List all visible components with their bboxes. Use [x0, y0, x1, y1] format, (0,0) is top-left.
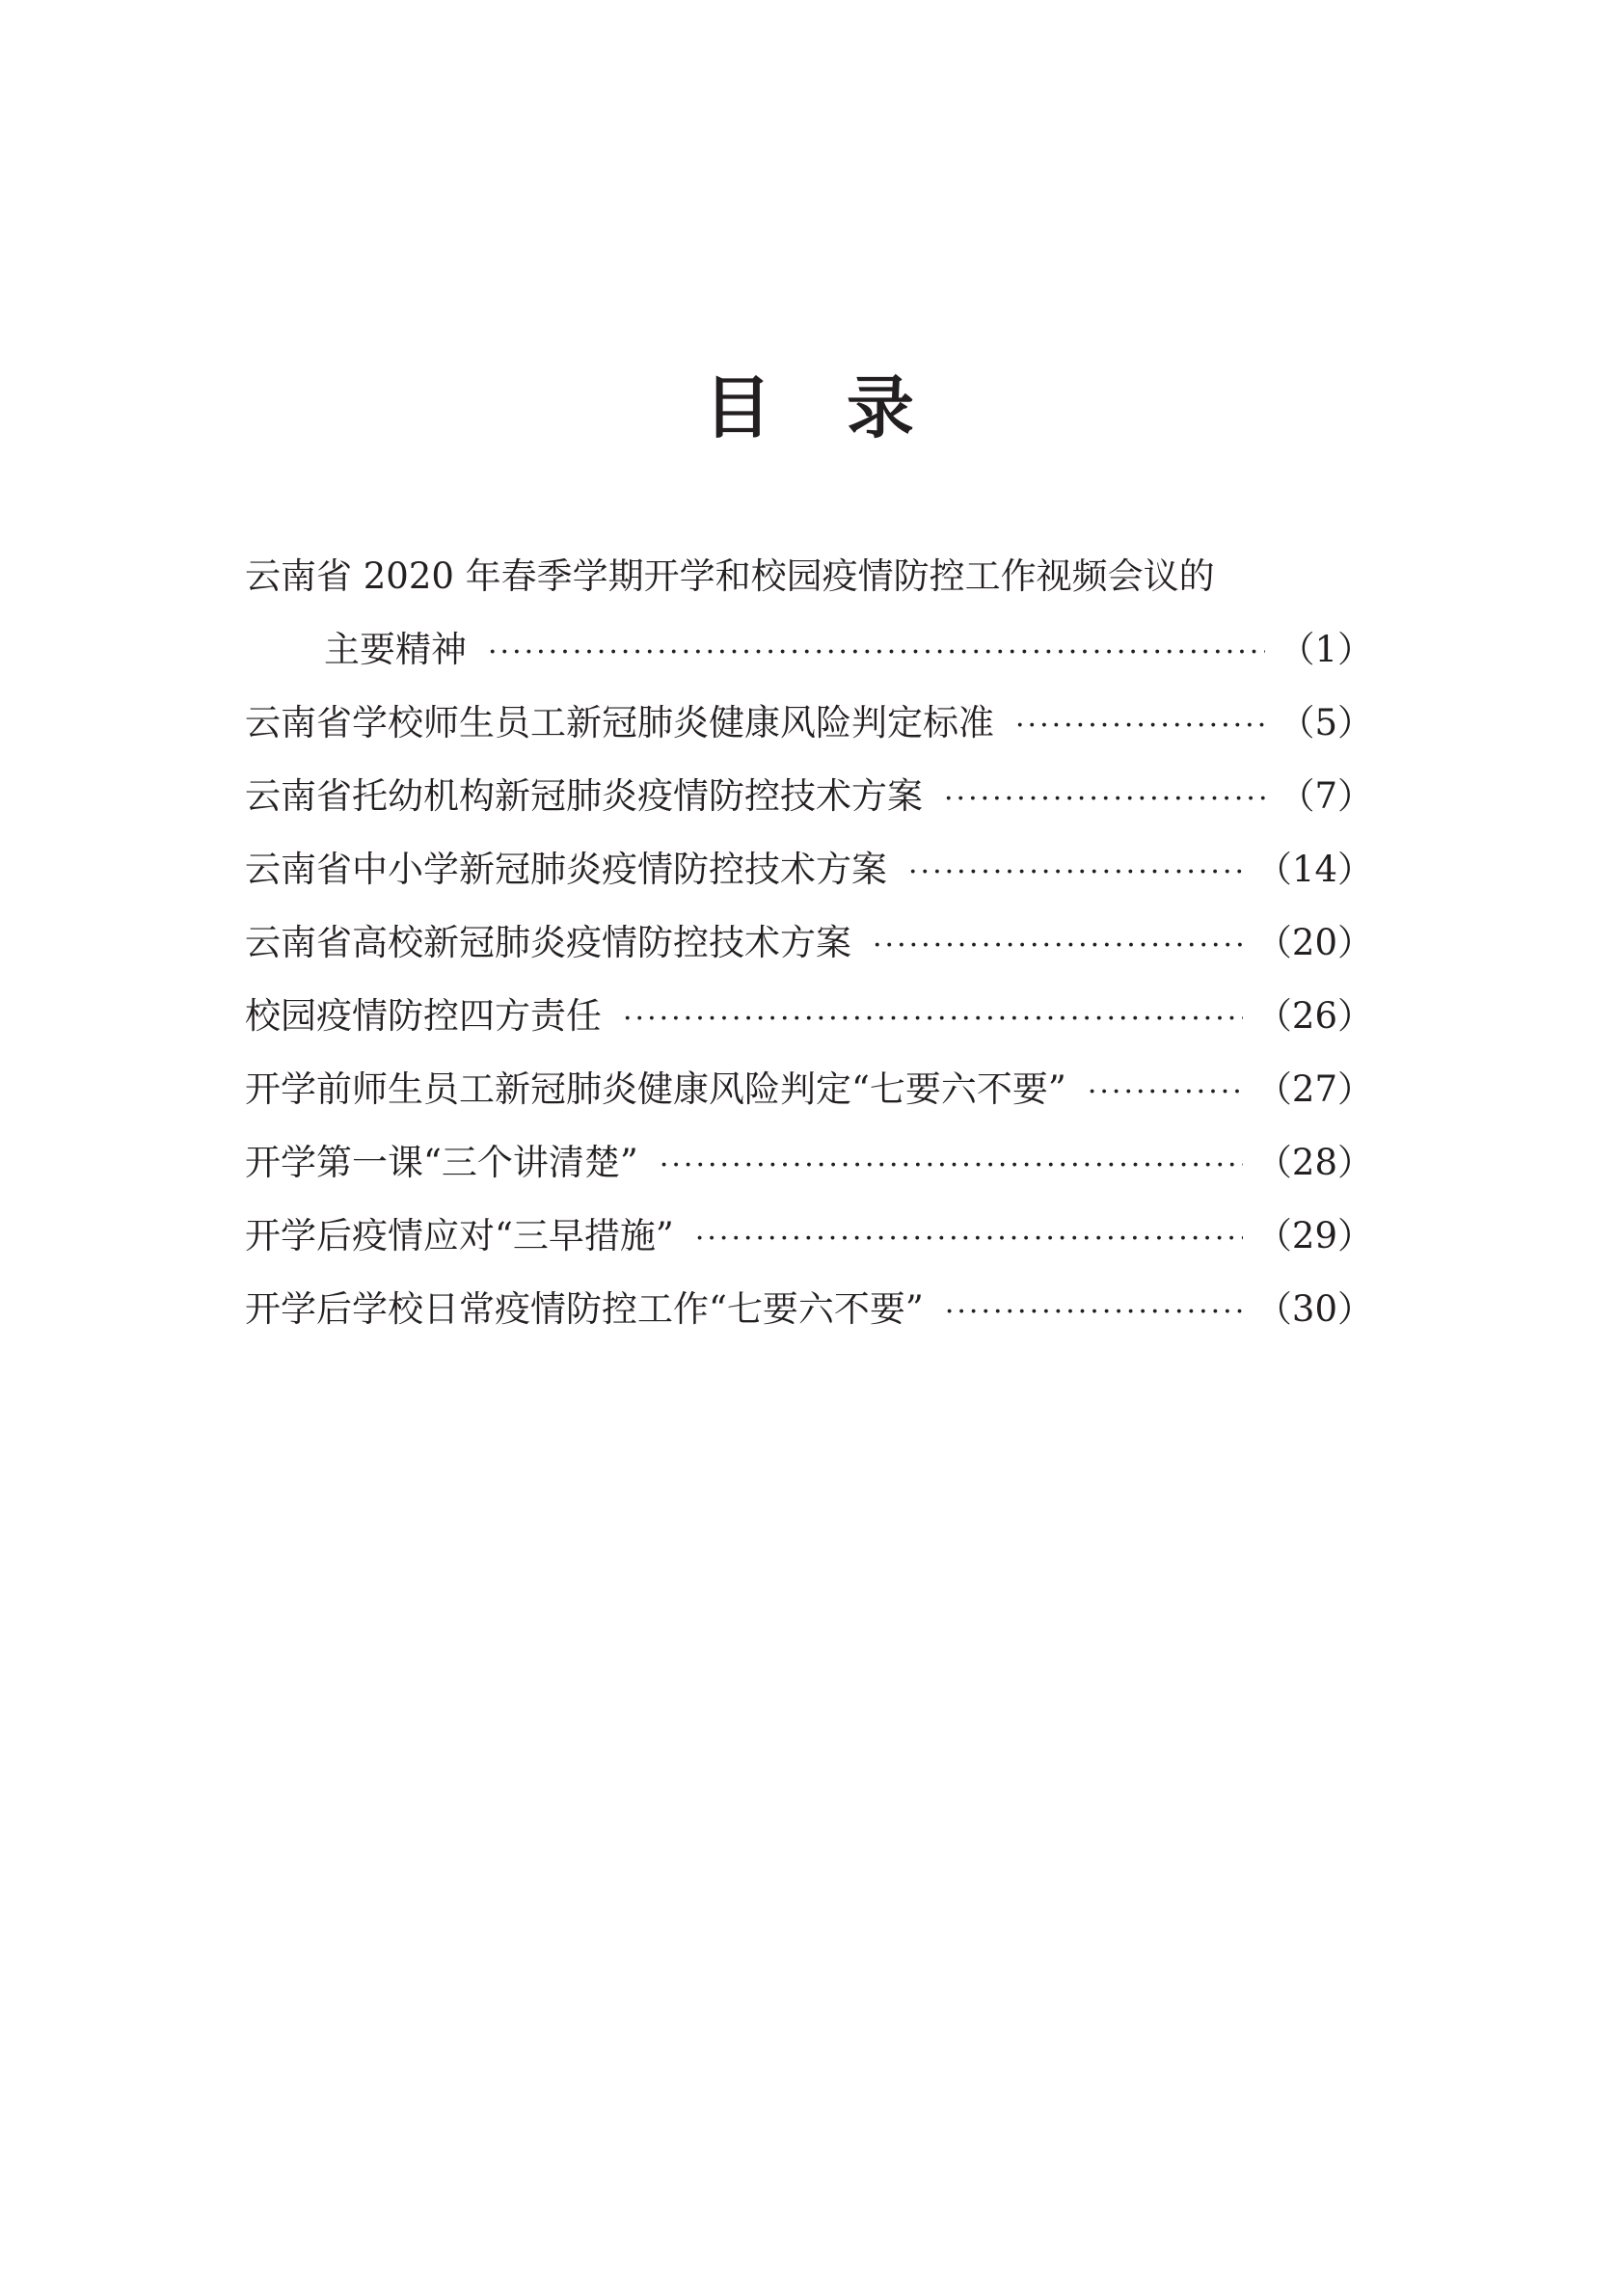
page-title	[0, 365, 1618, 451]
dot-leader	[1015, 689, 1265, 763]
toc-entry-4[interactable]	[245, 833, 1373, 906]
toc-entry-6[interactable]	[245, 980, 1373, 1053]
dot-leader	[945, 1276, 1243, 1349]
toc-entry-10[interactable]	[245, 1273, 1373, 1346]
dot-leader	[1088, 1056, 1243, 1129]
toc-entry-page: （7）	[1279, 775, 1373, 817]
title-char-1: 目	[704, 367, 771, 447]
toc-entry-label: 云南省高校新冠肺炎疫情防控技术方案	[245, 922, 851, 963]
toc-entry-1-line-1[interactable]	[245, 540, 1373, 613]
toc-entry-7[interactable]	[245, 1053, 1373, 1126]
toc-entry-3[interactable]	[245, 760, 1373, 833]
toc-entry-5[interactable]	[245, 906, 1373, 980]
dot-leader	[488, 616, 1265, 689]
toc-entry-label: 云南省 2020 年春季学期开学和校园疫情防控工作视频会议的	[245, 555, 1215, 597]
dot-leader	[660, 1129, 1243, 1202]
toc-entry-1-line-2[interactable]	[245, 613, 1373, 687]
toc-entry-label: 开学后疫情应对“三早措施”	[245, 1215, 674, 1256]
toc-entry-label: 云南省托幼机构新冠肺炎疫情防控技术方案	[245, 775, 923, 817]
toc-entry-label: 校园疫情防控四方责任	[245, 995, 602, 1037]
dot-leader	[695, 1202, 1243, 1276]
toc-entry-page: （26）	[1255, 995, 1373, 1037]
toc-entry-page: （28）	[1255, 1142, 1373, 1183]
toc-entry-label: 主要精神	[324, 629, 467, 670]
toc-entry-page: （27）	[1255, 1068, 1373, 1110]
dot-leader	[908, 836, 1243, 909]
dot-leader	[623, 983, 1243, 1056]
toc-entry-2[interactable]	[245, 687, 1373, 760]
table-of-contents	[245, 540, 1373, 1346]
toc-entry-9[interactable]	[245, 1200, 1373, 1273]
toc-entry-page: （29）	[1255, 1215, 1373, 1256]
toc-entry-page: （1）	[1279, 629, 1373, 670]
toc-entry-page: （30）	[1255, 1288, 1373, 1330]
toc-entry-label: 云南省中小学新冠肺炎疫情防控技术方案	[245, 849, 887, 890]
toc-entry-page: （20）	[1255, 922, 1373, 963]
toc-entry-label: 开学前师生员工新冠肺炎健康风险判定“七要六不要”	[245, 1068, 1066, 1110]
dot-leader	[873, 909, 1243, 983]
toc-entry-label: 云南省学校师生员工新冠肺炎健康风险判定标准	[245, 702, 994, 743]
dot-leader	[944, 763, 1265, 836]
toc-entry-page: （5）	[1279, 702, 1373, 743]
toc-entry-page: （14）	[1255, 849, 1373, 890]
toc-entry-label: 开学第一课“三个讲清楚”	[245, 1142, 638, 1183]
toc-entry-label: 开学后学校日常疫情防控工作“七要六不要”	[245, 1288, 924, 1330]
title-char-2: 录	[847, 367, 914, 447]
toc-entry-8[interactable]	[245, 1126, 1373, 1200]
